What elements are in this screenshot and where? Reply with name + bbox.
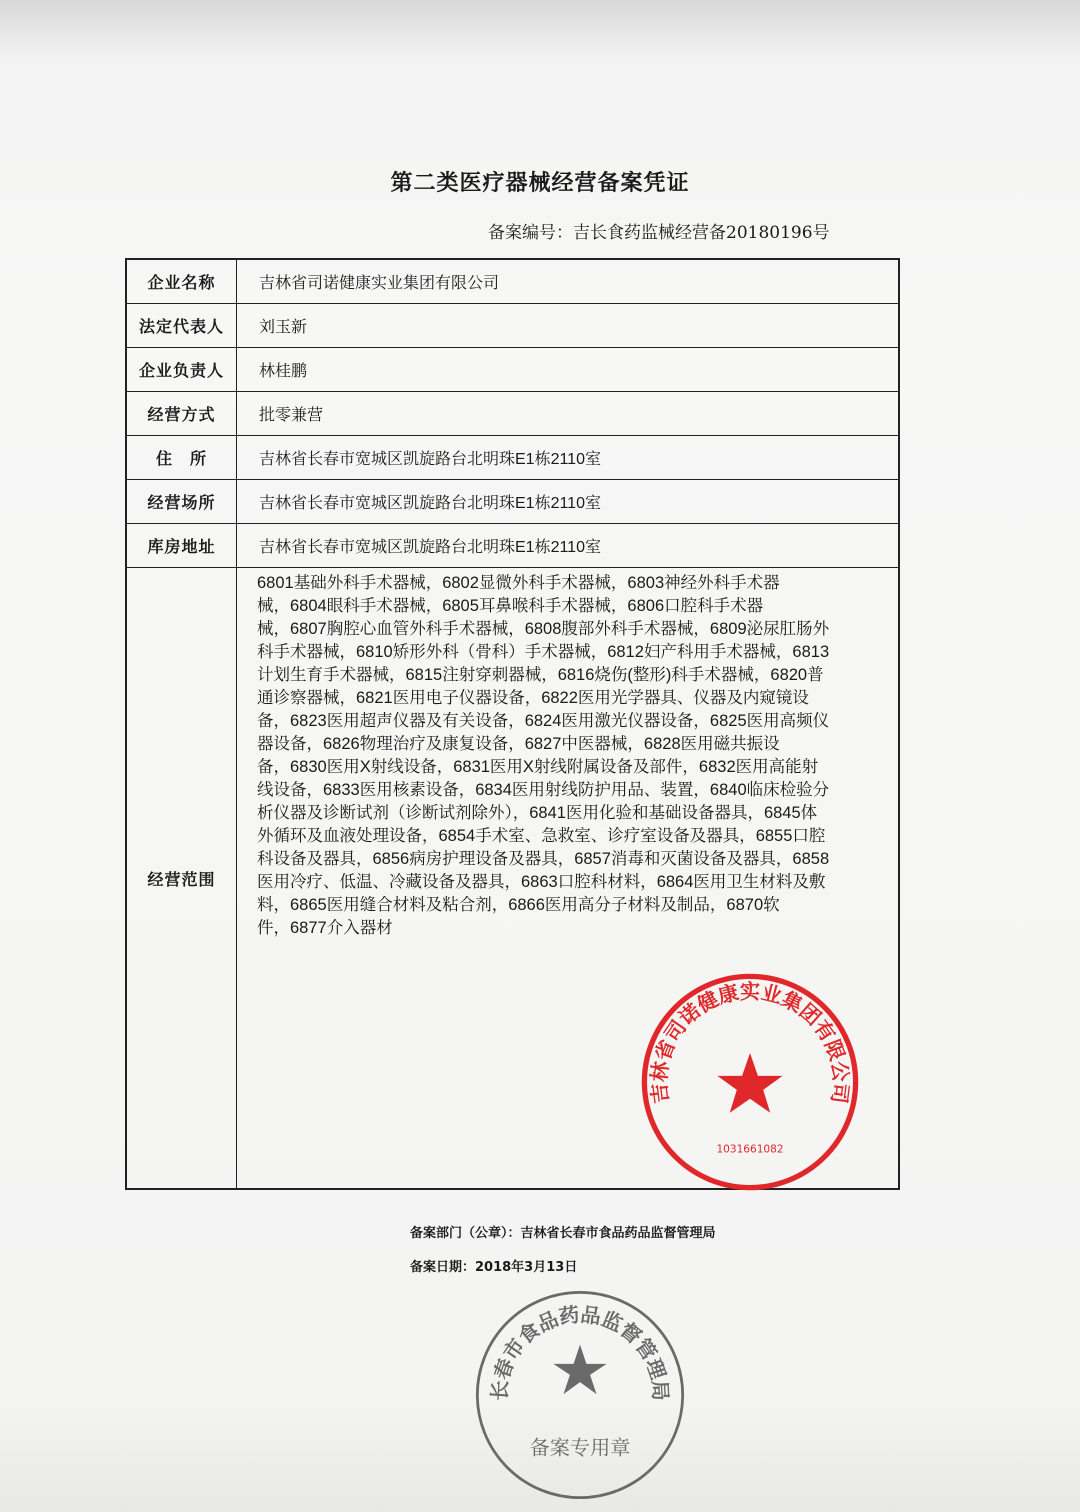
row-value: 林桂鹏 — [237, 348, 900, 392]
agency-seal — [470, 1285, 690, 1505]
record-date: 备案日期：2018年3月13日 — [410, 1260, 578, 1275]
scope-line: 械，6807胸腔心血管外科手术器械，6808腹部外科手术器械，6809泌尿肛肠外 — [257, 620, 830, 638]
table-row — [126, 348, 899, 392]
row-value: 吉林省长春市宽城区凯旋路台北明珠E1栋2110室 — [237, 524, 900, 568]
row-label: 企业名称 — [126, 259, 237, 304]
row-value: 刘玉新 — [237, 304, 900, 348]
row-value: 吉林省长春市宽城区凯旋路台北明珠E1栋2110室 — [237, 436, 900, 480]
agency-seal-text: 长春市食品药品监督管理局 — [487, 1302, 673, 1402]
table-row — [126, 480, 899, 524]
scope-line: 科手术器械，6810矫形外科（骨科）手术器械，6812妇产科用手术器械，6813 — [257, 643, 830, 661]
record-number: 备案编号：吉长食药监械经营备20180196号 — [488, 223, 830, 243]
row-label: 经营场所 — [126, 480, 237, 524]
row-value: 批零兼营 — [237, 392, 900, 436]
scope-line: 科设备及器具，6856病房护理设备及器具，6857消毒和灭菌设备及器具，6858 — [257, 850, 830, 868]
scope-line: 线设备，6833医用核素设备，6834医用射线防护用品、装置，6840临床检验分 — [257, 781, 830, 799]
scope-line: 备，6823医用超声仪器及有关设备，6824医用激光仪器设备，6825医用高频仪 — [257, 712, 830, 730]
company-seal — [640, 972, 860, 1192]
table-row — [126, 304, 899, 348]
row-value: 吉林省长春市宽城区凯旋路台北明珠E1栋2110室 — [237, 480, 900, 524]
scope-line: 器设备，6826物理治疗及康复设备，6827中医器械，6828医用磁共振设 — [257, 735, 780, 753]
scope-line: 械，6804眼科手术器械，6805耳鼻喉科手术器械，6806口腔科手术器 — [257, 597, 764, 615]
document-title: 第二类医疗器械经营备案凭证 — [390, 170, 690, 196]
row-value: 吉林省司诺健康实业集团有限公司 — [237, 259, 900, 304]
scope-line: 料，6865医用缝合材料及粘合剂，6866医用高分子材料及制品，6870软 — [257, 896, 780, 914]
row-label: 企业负责人 — [126, 348, 237, 392]
scope-line: 计划生育手术器械，6815注射穿刺器械，6816烧伤(整形)科手术器械，6820普 — [257, 666, 824, 684]
row-label: 住 所 — [126, 436, 237, 480]
company-seal-text: 吉林省司诺健康实业集团有限公司 — [646, 979, 854, 1105]
scope-line: 6801基础外科手术器械，6802显微外科手术器械，6803神经外科手术器 — [257, 574, 780, 592]
table-row — [126, 392, 899, 436]
row-label: 经营方式 — [126, 392, 237, 436]
scope-label: 经营范围 — [126, 568, 237, 1190]
scope-line: 医用冷疗、低温、冷藏设备及器具，6863口腔科材料，6864医用卫生材料及敷 — [257, 873, 826, 891]
agency-seal-bottom-text: 备案专用章 — [529, 1435, 631, 1460]
scope-line: 外循环及血液处理设备，6854手术室、急救室、诊疗室设备及器具，6855口腔 — [257, 827, 826, 845]
scope-line: 析仪器及诊断试剂（诊断试剂除外），6841医用化验和基础设备器具，6845体 — [257, 804, 818, 822]
company-seal-code: 1031661082 — [716, 1143, 784, 1156]
table-row — [126, 259, 899, 304]
row-label: 法定代表人 — [126, 304, 237, 348]
scope-line: 备，6830医用X射线设备，6831医用X射线附属设备及部件，6832医用高能射 — [257, 758, 819, 776]
scope-line: 通诊察器械，6821医用电子仪器设备，6822医用光学器具、仪器及内窥镜设 — [257, 689, 809, 707]
table-row — [126, 436, 899, 480]
row-label: 库房地址 — [126, 524, 237, 568]
scope-line: 件，6877介入器材 — [257, 919, 393, 937]
table-row — [126, 524, 899, 568]
record-department: 备案部门（公章）：吉林省长春市食品药品监督管理局 — [410, 1226, 716, 1241]
